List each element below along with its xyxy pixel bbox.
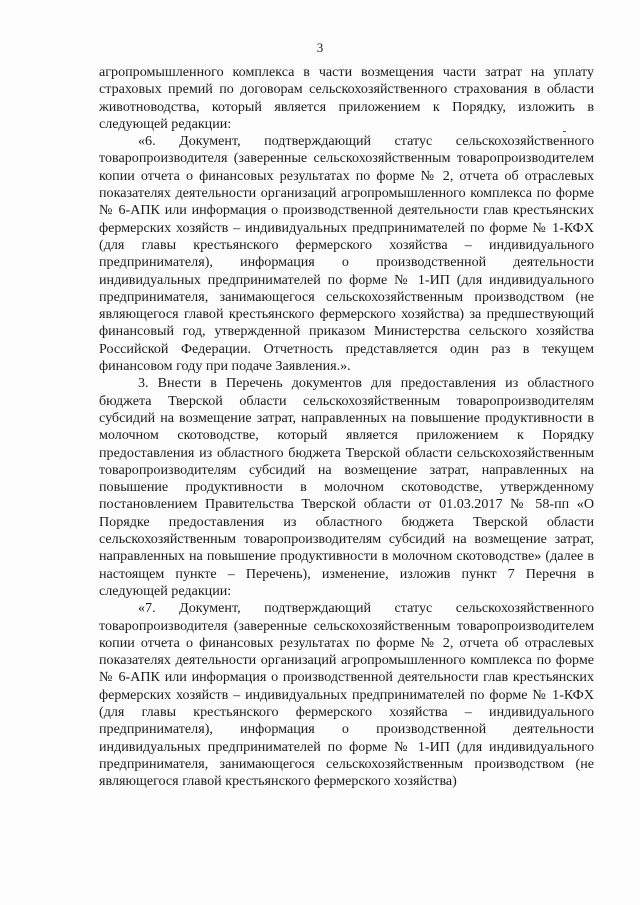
paragraph-item-7: «7. Документ, подтверждающий статус сельскохозяйственного товаропроизводителя (заверенные сельскохозяйственным товаропроизводителем копии отчета о финансовых результатах по форме № 2, отчета об отраслевых показателях деятельности организаций агропромышленного комплекса по форме № 6-АПК или информация о производственной деятельности глав крестьянских фермерских хозяйств – индивидуальных предпринимателей по форме № 1-КФХ (для главы крестьянского фермерского хозяйства – индивидуального предпринимателя), информация о производственной деятельности индивидуальных предпринимателей по форме № 1-ИП (для индивидуального предпринимателя, занимающегося сельскохозяйственным производством (не являющегося главой крестьянского фермерского хозяйства) xyxy=(99,600,594,790)
document-body xyxy=(99,64,594,790)
page-number: 3 xyxy=(316,40,324,55)
paragraph-continuation: агропромышленного комплекса в части возмещения части затрат на уплату страховых премий по договорам сельскохозяйственного страхования в области животноводства, который является приложением к Порядку, изложить в следующей редакции: xyxy=(99,64,594,132)
paragraph-clause-3: 3. Внести в Перечень документов для предоставления из областного бюджета Тверской области сельскохозяйственным товаропроизводителям субсидий на возмещение затрат, направленных на повышение продуктивности в молочном скотоводстве, который является приложением к Порядку предоставления из областного бюджета Тверской области сельскохозяйственным товаропроизводителям субсидий на возмещение затрат, направленных на повышение продуктивности в молочном скотоводстве, утвержденному постановлением Правительства Тверской области от 01.03.2017 № 58-пп «О Порядке предоставления из областного бюджета Тверской области сельскохозяйственным товаропроизводителям субсидий на возмещение затрат, направленных на повышение продуктивности в молочном скотоводстве» (далее в настоящем пункте – Перечень), изменение, изложив пункт 7 Перечня в следующей редакции: xyxy=(99,375,594,599)
paragraph-item-6: «6. Документ, подтверждающий статус сельскохозяйственного товаропроизводителя (заверенные сельскохозяйственным товаропроизводителем копии отчета о финансовых результатах по форме № 2, отчета об отраслевых показателях деятельности организаций агропромышленного комплекса по форме № 6-АПК или информация о производственной деятельности глав крестьянских фермерских хозяйств – индивидуальных предпринимателей по форме № 1-КФХ (для главы крестьянского фермерского хозяйства – индивидуального предпринимателя), информация о производственной деятельности индивидуальных предпринимателей по форме № 1-ИП (для индивидуального предпринимателя, занимающегося сельскохозяйственным производством (не являющегося главой крестьянского фермерского хозяйства) за предшествующий финансовый год, утвержденной приказом Министерства сельского хозяйства Российской Федерации. Отчетность представляется один раз в текущем финансовом году при подаче Заявления.». xyxy=(99,133,594,375)
